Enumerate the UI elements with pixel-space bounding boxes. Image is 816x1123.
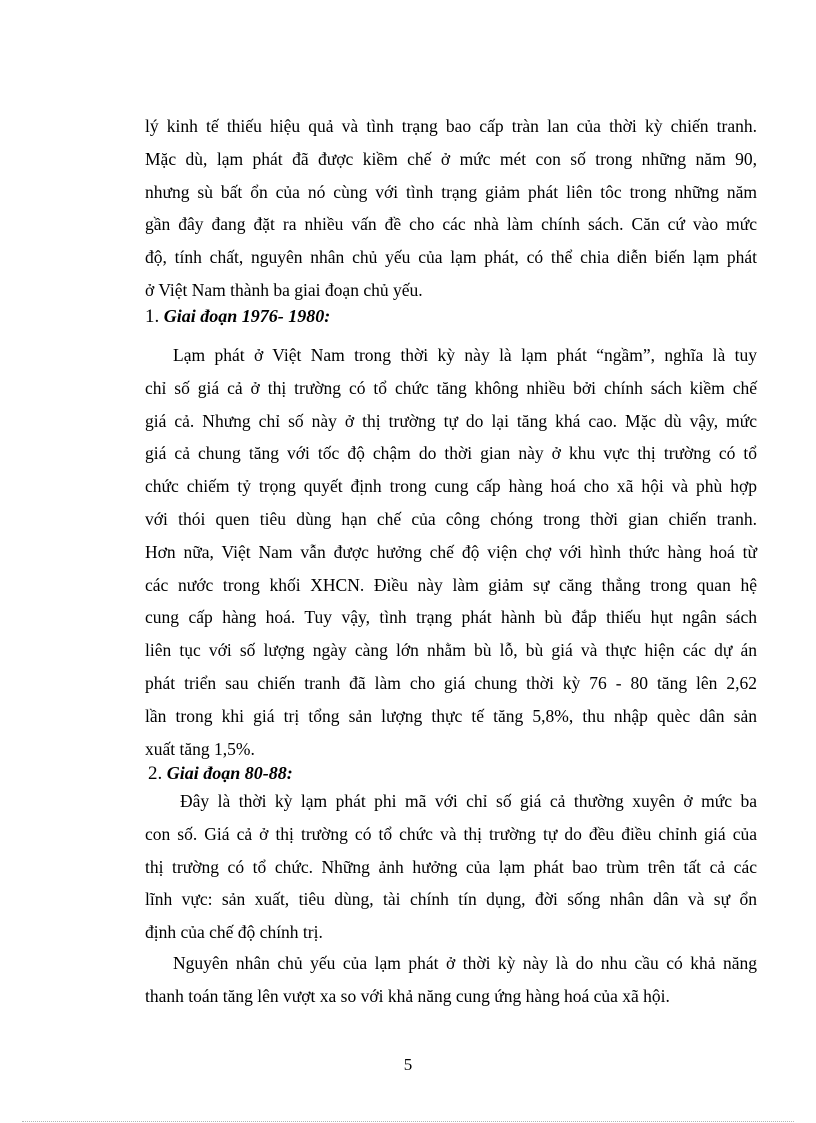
section-2-paragraph-2: [145, 947, 757, 1013]
text-line: nhưng sù bất ổn của nó cùng với tình trạng giảm phát liên tôc trong những năm: [145, 181, 757, 202]
text-line: Lạm phát ở Việt Nam trong thời kỳ này là lạm phát “ngầm”, nghĩa là tuy: [173, 345, 757, 365]
section-1-title: Giai đoạn 1976- 1980:: [163, 306, 331, 326]
section-2-title: Giai đoạn 80-88:: [166, 763, 293, 783]
section-1-heading: [145, 306, 330, 328]
text-line: giá cả chung tăng với tốc độ chậm do thời gian này ở khu vực thị trường có tổ: [145, 443, 757, 464]
text-line: thị trường có tổ chức. Những ảnh hưởng của lạm phát bao trùm trên tất cả các: [145, 856, 757, 877]
text-line: lĩnh vực: sản xuất, tiêu dùng, tài chính tín dụng, đời sống nhân dân và sự ổn: [145, 889, 757, 910]
text-line: liên tục với số lượng ngày càng lớn nhằm bù lỗ, bù giá và thực hiện các dự án: [145, 640, 757, 661]
intro-paragraph: [145, 110, 757, 307]
text-line: Đây là thời kỳ lạm phát phi mã với chỉ số giá cả thường xuyên ở mức ba: [180, 791, 757, 811]
text-line: độ, tính chất, nguyên nhân chủ yếu của lạm phát, có thể chia diễn biến lạm phát: [145, 247, 757, 268]
text-line: xuất tăng 1,5%.: [145, 738, 255, 759]
text-line: Hơn nữa, Việt Nam vẫn được hưởng chế độ viện chợ với hình thức hàng hoá từ: [145, 541, 757, 562]
text-line: giá cả. Nhưng chỉ số này ở thị trường tự do lại tăng khá cao. Mặc dù vậy, mức: [145, 410, 757, 431]
section-2-paragraph-1: [145, 785, 757, 949]
page-number: 5: [403, 1055, 413, 1074]
text-line: lần trong khi giá trị tổng sản lượng thực tế tăng 5,8%, thu nhập quèc dân sản: [145, 705, 757, 726]
text-line: Nguyên nhân chủ yếu của lạm phát ở thời kỳ này là do nhu cầu có khả năng: [173, 953, 757, 973]
text-line: Mặc dù, lạm phát đã được kiềm chế ở mức mét con số trong những năm 90,: [145, 148, 757, 169]
text-line: chỉ số giá cả ở thị trường có tổ chức tăng không nhiều bởi chính sách kiềm chế: [145, 377, 757, 398]
section-2-heading: [148, 763, 293, 785]
text-line: phát triển sau chiến tranh đã làm cho giá chung thời kỳ 76 - 80 tăng lên 2,62: [145, 672, 757, 693]
text-line: thanh toán tăng lên vượt xa so với khả năng cung ứng hàng hoá của xã hội.: [145, 985, 670, 1006]
text-line: với thói quen tiêu dùng hạn chế của công chóng trong thời gian chiến tranh.: [145, 508, 757, 529]
text-line: chức chiếm tỷ trọng quyết định trong cung cấp hàng hoá cho xã hội và phù hợp: [145, 476, 757, 497]
section-1-number: 1.: [145, 306, 160, 327]
text-line: lý kinh tế thiếu hiệu quả và tình trạng bao cấp tràn lan của thời kỳ chiến tranh.: [145, 116, 757, 136]
text-line: các nước trong khối XHCN. Điều này làm giảm sự căng thẳng trong quan hệ: [145, 574, 757, 595]
text-line: ở Việt Nam thành ba giai đoạn chủ yếu.: [145, 279, 423, 300]
page-bottom-divider: [22, 1121, 794, 1122]
text-line: con số. Giá cả ở thị trường có tổ chức và thị trường tự do đều điều chỉnh giá của: [145, 823, 757, 844]
text-line: định của chế độ chính trị.: [145, 922, 323, 943]
section-2-number: 2.: [148, 763, 163, 784]
text-line: gần đây đang đặt ra nhiều vấn đề cho các nhà làm chính sách. Căn cứ vào mức: [145, 214, 757, 235]
section-1-paragraph: [145, 339, 757, 765]
text-line: cung cấp hàng hoá. Tuy vậy, tình trạng phát hành bù đắp thiếu hụt ngân sách: [145, 607, 757, 628]
